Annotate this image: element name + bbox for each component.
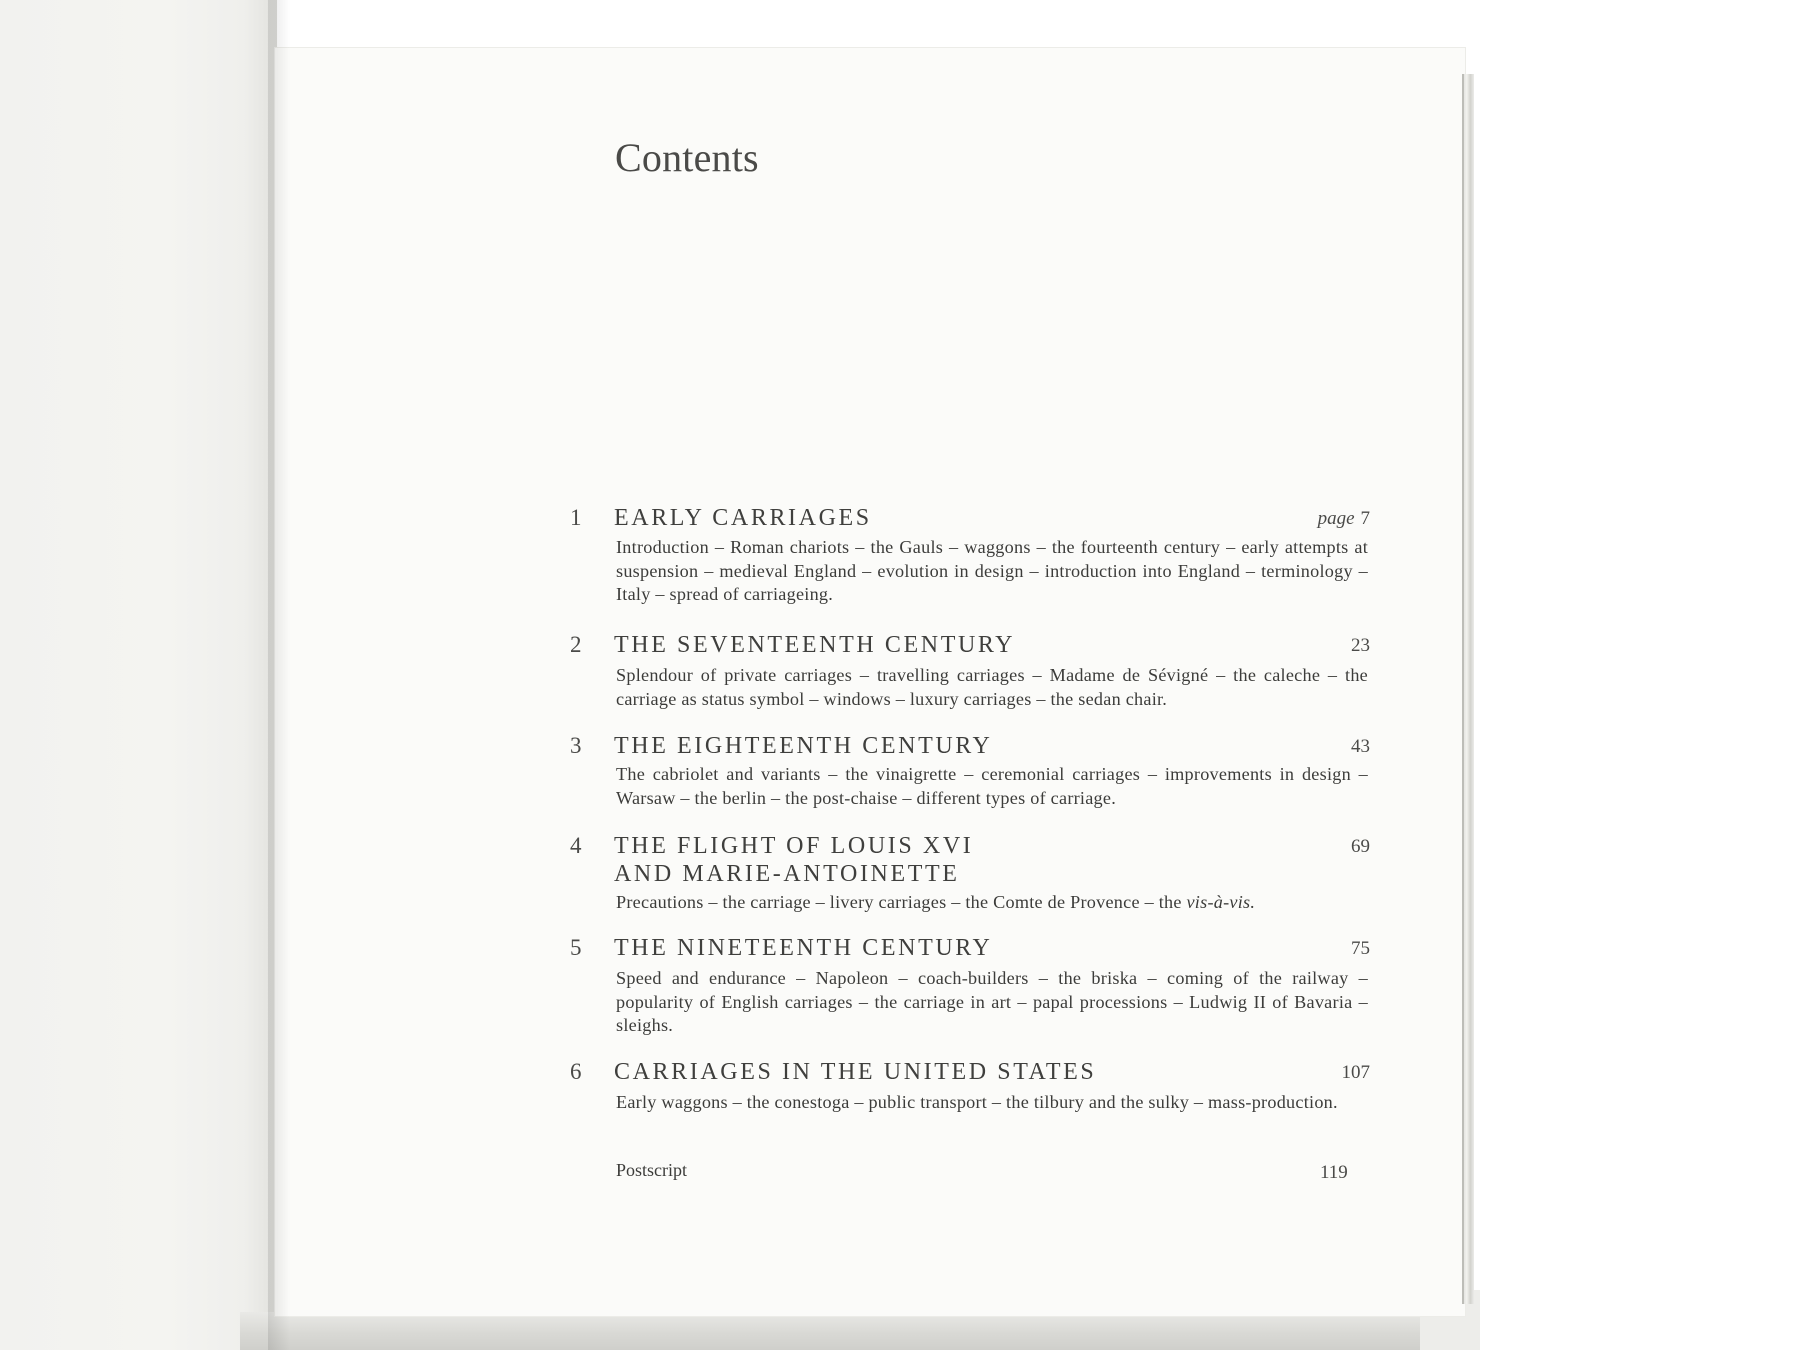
chapter-description: The cabriolet and variants – the vinaigrette – ceremonial carriages – improvements in design – Warsaw – the berlin – the post-chaise – different types of carriage.: [616, 764, 1368, 808]
chapter-number: 6: [570, 1059, 582, 1084]
chapter-page: 69: [1351, 836, 1370, 857]
page-prefix: page: [1317, 508, 1355, 529]
chapter-number: 3: [570, 733, 582, 758]
chapter-number: 1: [570, 505, 582, 530]
chapter-title-line-1: THE FLIGHT OF LOUIS XVI: [614, 833, 974, 859]
chapter-description: Speed and endurance – Napoleon – coach-builders – the briska – coming of the railway – popularity of English carriages – the carriage in art – papal processions – Ludwig II of Bavaria – sleighs.: [616, 968, 1368, 1035]
chapter-number: 2: [570, 632, 582, 657]
chapter-title: THE NINETEENTH CENTURY: [614, 935, 993, 961]
book-cover-edge: [240, 1312, 1460, 1350]
postscript-page: 119: [1320, 1162, 1348, 1183]
chapter-page: 107: [1341, 1062, 1370, 1083]
chapter-page: 23: [1351, 635, 1370, 656]
chapter-title: THE EIGHTEENTH CENTURY: [614, 733, 993, 759]
chapter-title: CARRIAGES IN THE UNITED STATES: [614, 1059, 1097, 1085]
description-text: Precautions – the carriage – livery carriages – the Comte de Provence – the: [616, 892, 1187, 912]
chapter-description: [616, 891, 1368, 915]
postscript-label: Postscript: [616, 1160, 688, 1180]
page-number: 7: [1360, 508, 1370, 529]
description-italic: vis-à-vis.: [1186, 892, 1256, 912]
chapter-title-line-2: AND MARIE-ANTOINETTE: [614, 861, 960, 887]
chapter-number: 4: [570, 833, 582, 858]
chapter-page: 43: [1351, 736, 1370, 757]
chapter-page: [1318, 508, 1370, 530]
chapter-page: 75: [1351, 938, 1370, 959]
left-page: [0, 0, 277, 1350]
chapter-title: EARLY CARRIAGES: [614, 505, 872, 531]
chapter-description: Introduction – Roman chariots – the Gauls – waggons – the fourteenth century – early attempts at suspension – medieval England – evolution in design – introduction into England – terminology – Italy – spread of carriageing.: [616, 537, 1368, 604]
chapter-description: Splendour of private carriages – travelling carriages – Madame de Sévigné – the caleche – the carriage as status symbol – windows – luxury carriages – the sedan chair.: [616, 665, 1368, 709]
chapter-title: THE SEVENTEENTH CENTURY: [614, 632, 1016, 658]
page-edge-line: [1462, 74, 1464, 1304]
gutter-shadow: [268, 0, 290, 1350]
chapter-number: 5: [570, 935, 582, 960]
chapter-description: Early waggons – the conestoga – public transport – the tilbury and the sulky – mass-production.: [616, 1092, 1338, 1112]
page-title: Contents: [615, 135, 759, 180]
